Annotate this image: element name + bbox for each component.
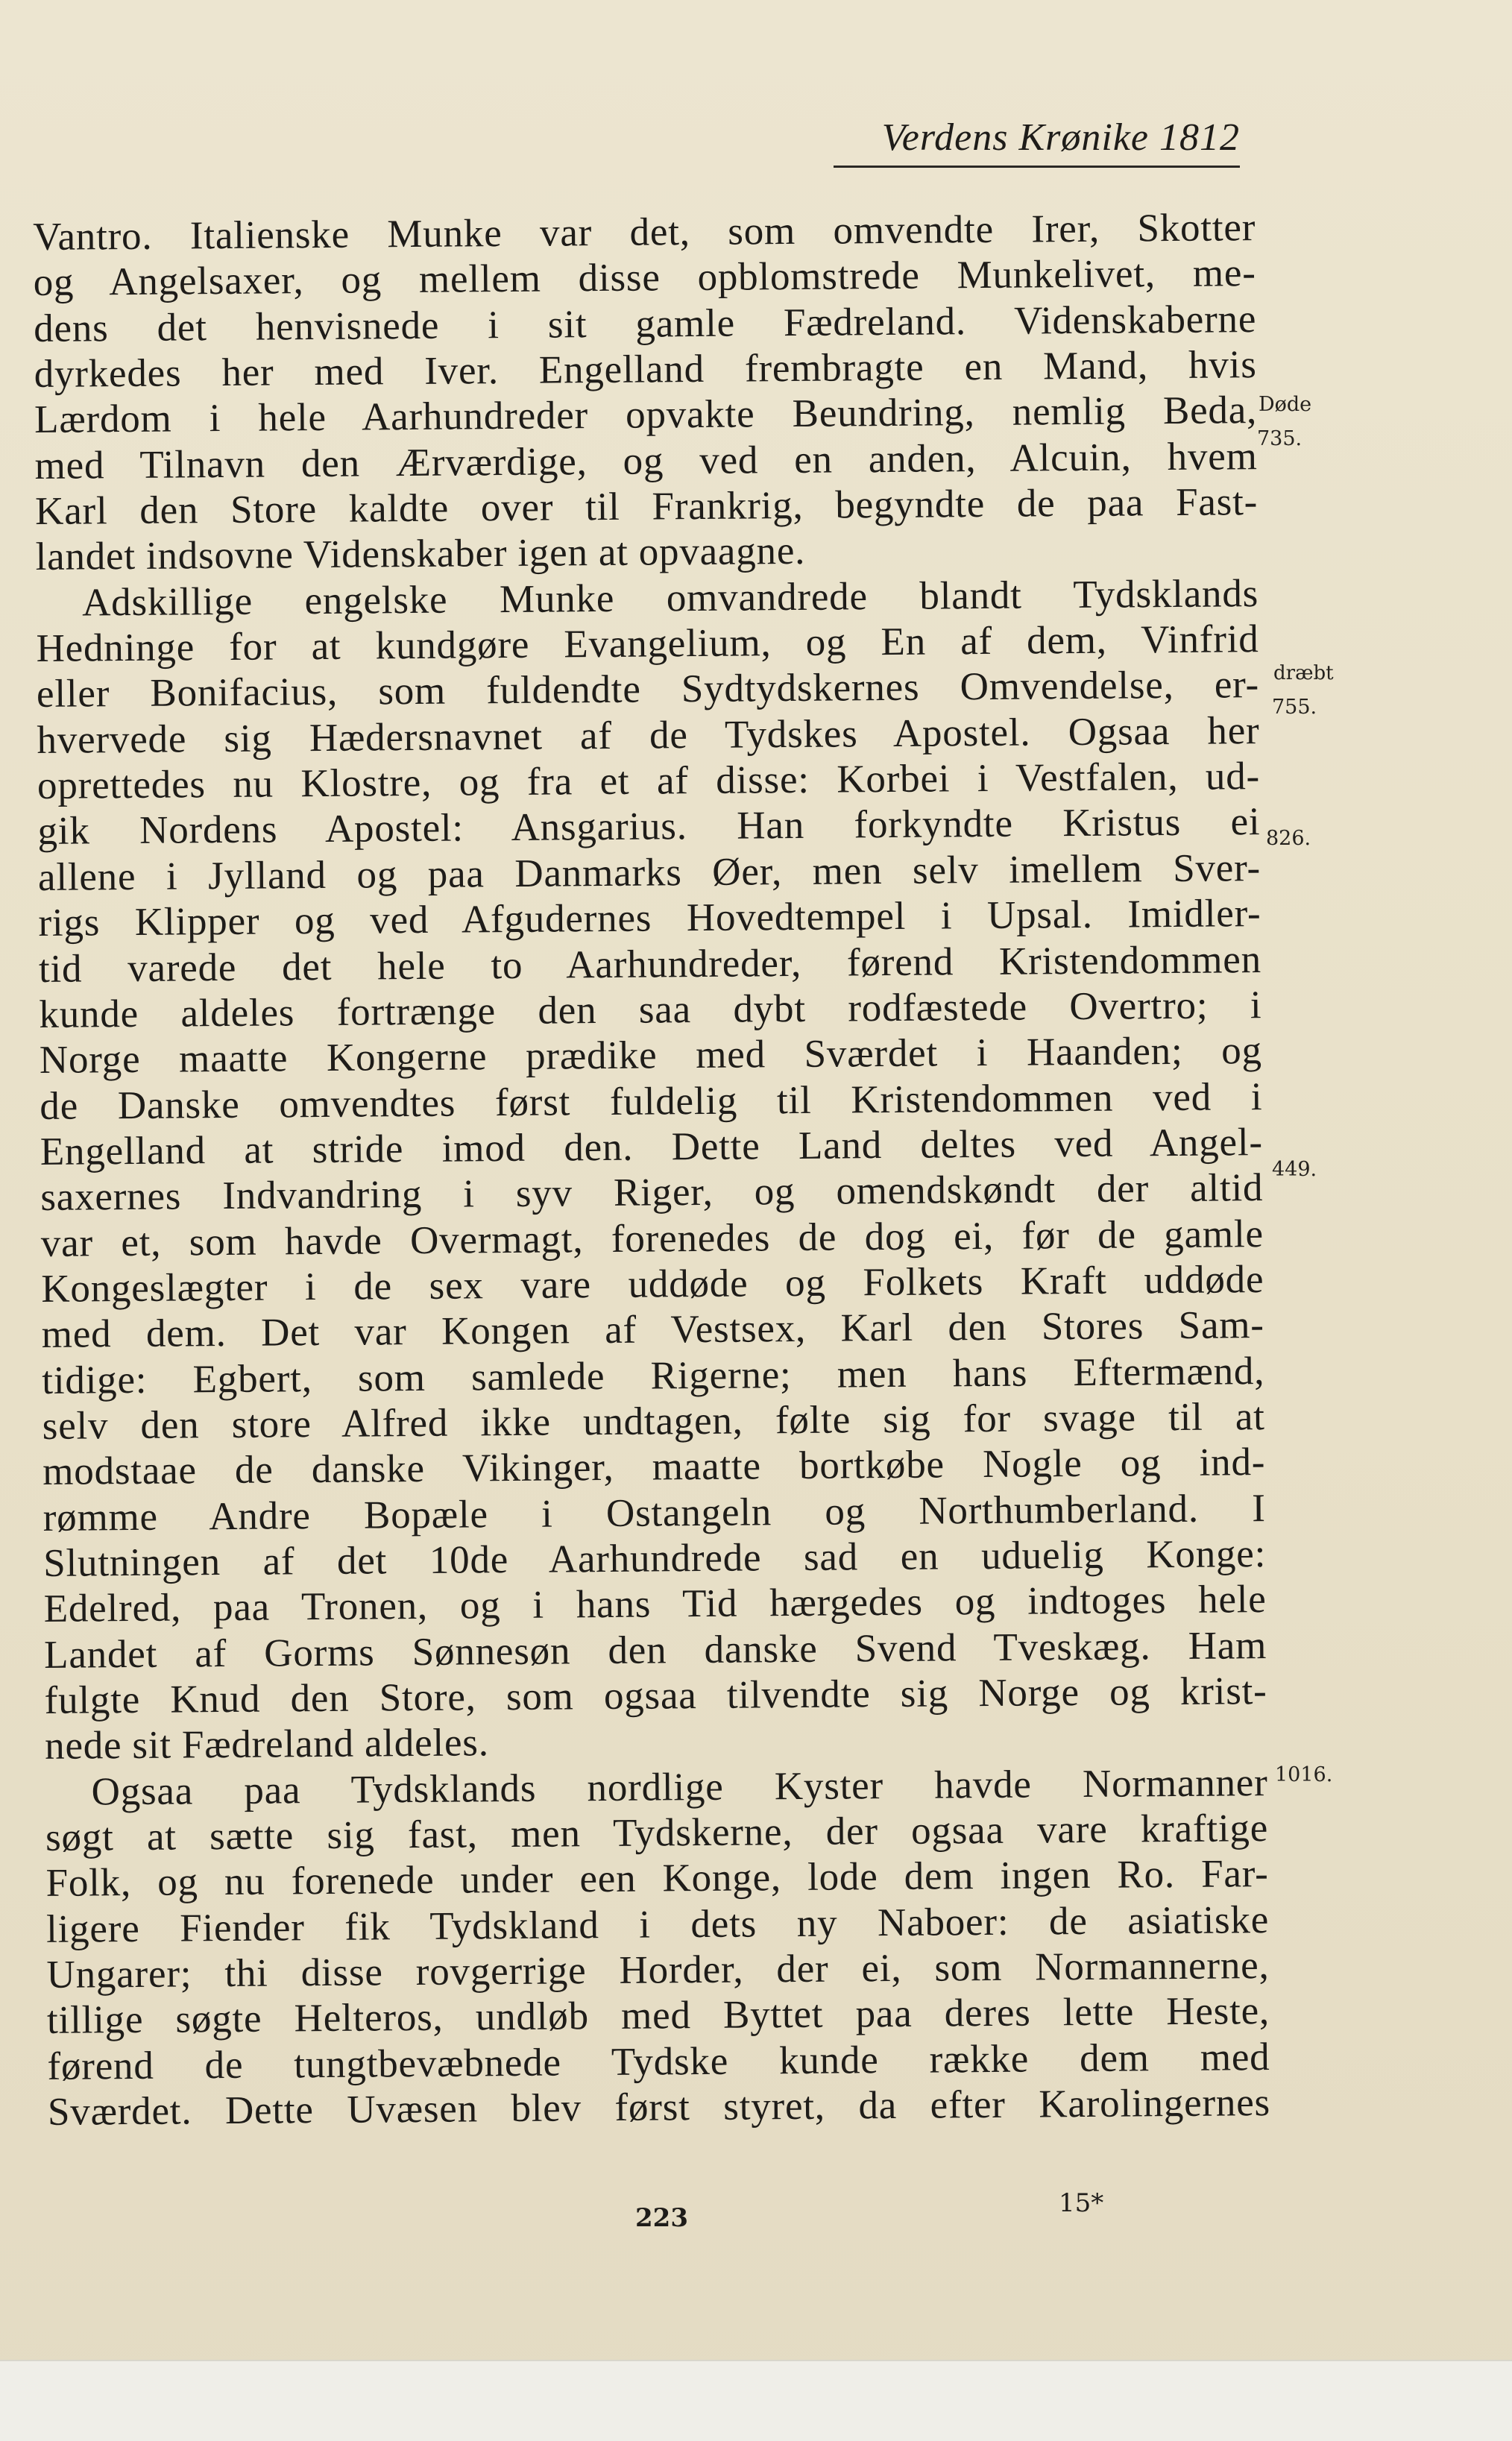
- margin-note-year-735: 735.: [1257, 427, 1302, 450]
- text-line: oprettedes nu Klostre, og fra et af disse: Korbei i Vestfalen, ud-: [37, 755, 1261, 808]
- margin-note-year-755: 755.: [1272, 696, 1317, 719]
- text-line: Vantro. Italienske Munke var det, som omvendte Irer, Skotter: [33, 206, 1256, 259]
- text-line: Slutningen af det 10de Aarhundrede sad en uduelig Konge:: [42, 1532, 1267, 1585]
- margin-note-draebt: dræbt: [1273, 662, 1334, 684]
- header-rule: [834, 166, 1240, 168]
- text-line: allene i Jylland og paa Danmarks Øer, men selv imellem Sver-: [37, 845, 1261, 899]
- text-line: Adskillige engelske Munke omvandrede blandt Tydsklands: [81, 571, 1259, 625]
- text-line: og Angelsaxer, og mellem disse opblomstrede Munkelivet, me-: [33, 251, 1256, 305]
- text-line: landet indsovne Videnskaber igen at opvaagne.: [35, 529, 806, 579]
- running-head: Verdens Krønike 1812: [881, 116, 1240, 159]
- text-line: eller Bonifacius, som fuldendte Sydtydskernes Omvendelse, er-: [36, 663, 1260, 716]
- text-line: de Danske omvendtes først fuldelig til Kristendommen ved i: [40, 1074, 1263, 1128]
- text-line: nede sit Fædreland aldeles.: [44, 1721, 489, 1768]
- signature-mark: 15*: [1059, 2188, 1104, 2218]
- text-line: Karl den Store kaldte over til Frankrig, begyndte de paa Fast-: [34, 480, 1259, 534]
- text-line: selv den store Alfred ikke undtagen, følte sig for svage til at: [42, 1395, 1265, 1448]
- page-number: 223: [635, 2203, 688, 2233]
- text-line: Folk, og nu forenede under een Konge, lode dem ingen Ro. Far-: [45, 1852, 1269, 1906]
- text-line: rømme Andre Bopæle i Ostangeln og Northumberland. I: [42, 1486, 1266, 1540]
- text-line: Norge maatte Kongerne prædike med Sværdet i Haanden; og: [39, 1029, 1263, 1083]
- text-line: ligere Fiender fik Tydskland i dets ny Naboer: de asiatiske: [45, 1897, 1270, 1951]
- text-line: søgt at sætte sig fast, men Tydskerne, der ogsaa vare kraftige: [45, 1807, 1269, 1859]
- margin-note-year-1016: 1016.: [1275, 1763, 1333, 1786]
- text-line: kunde aldeles fortrænge den saa dybt rodfæstede Overtro; i: [39, 983, 1262, 1036]
- text-line: med dem. Det var Kongen af Vestsex, Karl den Stores Sam-: [41, 1303, 1264, 1357]
- margin-note-dode: Døde: [1259, 393, 1312, 416]
- text-line: Ogsaa paa Tydsklands nordlige Kyster havde Normanner: [91, 1760, 1268, 1814]
- text-line: gik Nordens Apostel: Ansgarius. Han forkyndte Kristus ei: [37, 800, 1261, 854]
- text-line: Edelred, paa Tronen, og i hans Tid hærgedes og indtoges hele: [43, 1578, 1267, 1631]
- text-line: Hedninge for at kundgøre Evangelium, og En af dem, Vinfrid: [36, 617, 1259, 671]
- text-line: med Tilnavn den Ærværdige, og ved en anden, Alcuin, hvem: [34, 434, 1258, 488]
- text-line: førend de tungtbevæbnede Tydske kunde række dem med: [47, 2035, 1270, 2088]
- text-line: tidige: Egbert, som samlede Rigerne; men hans Eftermænd,: [42, 1349, 1265, 1402]
- text-line: fulgte Knud den Store, som ogsaa tilvendte sig Norge og krist-: [44, 1669, 1267, 1722]
- text-line: Lærdom i hele Aarhundreder opvakte Beundring, nemlig Beda,: [34, 388, 1258, 442]
- margin-note-year-826: 826.: [1266, 827, 1311, 850]
- text-line: modstaae de danske Vikinger, maatte bortkøbe Nogle og ind-: [42, 1440, 1266, 1494]
- text-line: hvervede sig Hædersnavnet af de Tydskes Apostel. Ogsaa her: [37, 708, 1260, 762]
- text-line: Landet af Gorms Sønnesøn den danske Svend Tveskæg. Ham: [43, 1623, 1267, 1677]
- margin-note-year-449: 449.: [1272, 1158, 1317, 1181]
- text-line: tillige søgte Helteros, undløb med Byttet paa deres lette Heste,: [46, 1989, 1270, 2043]
- text-line: rigs Klipper og ved Afgudernes Hovedtempel i Upsal. Imidler-: [38, 892, 1261, 945]
- text-line: Kongeslægter i de sex vare uddøde og Folkets Kraft uddøde: [41, 1257, 1264, 1311]
- text-line: Sværdet. Dette Uvæsen blev først styret, da efter Karolingernes: [47, 2081, 1271, 2135]
- text-line: tid varede det hele to Aarhundreder, førend Kristendommen: [38, 937, 1262, 991]
- text-line: dens det henvisnede i sit gamle Fædreland. Videnskaberne: [33, 297, 1257, 350]
- text-line: var et, som havde Overmagt, forenedes de dog ei, før de gamle: [40, 1212, 1264, 1265]
- text-line: Engelland at stride imod den. Dette Land deltes ved Angel-: [40, 1120, 1264, 1174]
- text-line: Ungarer; thi disse rovgerrige Horder, der ei, som Normannerne,: [46, 1944, 1270, 1997]
- text-line: saxernes Indvandring i syv Riger, og omendskøndt der altid: [40, 1166, 1264, 1220]
- body-text: [33, 205, 1270, 2135]
- text-line: dyrkedes her med Iver. Engelland frembragte en Mand, hvis: [34, 343, 1257, 397]
- scan-background-strip: [0, 2360, 1512, 2441]
